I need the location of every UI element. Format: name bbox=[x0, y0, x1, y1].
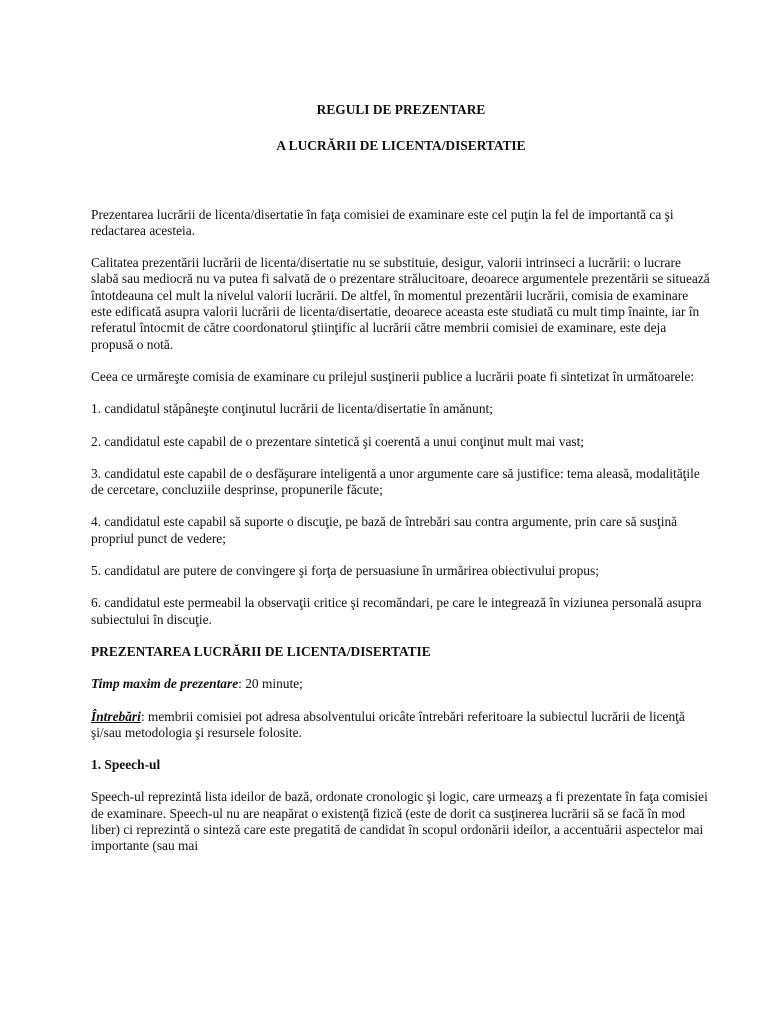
questions-line bbox=[91, 709, 711, 742]
questions-text: : membrii comisiei pot adresa absolventului oricâte întrebări referitoare la subiectul lucrării de licenţă şi/sau metodologia şi resursele folosite. bbox=[91, 708, 685, 740]
criterion-5: 5. candidatul are putere de convingere şi forţa de persuasiune în urmărirea obiectivului propus; bbox=[91, 563, 599, 579]
speech-paragraph: Speech-ul reprezintă lista ideilor de bază, ordonate cronologic şi logic, care urmeazş a fi prezentate în faţa comisiei de examinare. Speech-ul nu are neapărat o existenţă fizică (este de dorit ca susţinerea lucrării să se facă în mod liber) ci reprezintă o sinteză care este pregatită de candidat în scopul ordonării ideilor, a accentuării aspectelor mai importante (sau mai bbox=[91, 789, 708, 854]
criterion-6: 6. candidatul este permeabil la observaţii critice şi recomăndari, pe care le integrează în viziunea personală asupra subiectului în discuţie. bbox=[91, 595, 702, 627]
document-title: REGULI DE PREZENTARE bbox=[316, 102, 486, 117]
criterion-1: 1. candidatul stăpâneşte conţinutul lucrării de licenta/disertatie în amănunt; bbox=[91, 401, 493, 417]
time-value: : 20 minute; bbox=[238, 676, 303, 692]
time-line bbox=[91, 676, 711, 692]
questions-label: Întrebări bbox=[91, 708, 141, 724]
document-subtitle: A LUCRĂRII DE LICENTA/DISERTATIE bbox=[276, 138, 526, 154]
document-page bbox=[91, 0, 711, 855]
paragraph-follows: Ceea ce urmăreşte comisia de examinare cu prilejul susţinerii publice a lucrării poate fi sintetizat în următoarele: bbox=[91, 368, 695, 384]
paragraph-quality: Calitatea prezentării lucrării de licenta/disertatie nu se substituie, desigur, valorii intrinseci a lucrării: o lucrare slabă sau mediocră nu va putea fi salvată de o prezentare strălucitoare, deoarece argumentele prezentării se situează întotdeauna cel mult la nivelul valorii lucrării. De altfel, în momentul prezentării lucrării, comisia de examinare este edificată asupra valorii lucrării de licenta/disertatie, deoarece aceasta este studiată cu mult timp înainte, iar în referatul întocmit de către coordonatorul ştiinţific al lucrării către membrii comisiei de examinare, este deja propusă o notă. bbox=[91, 255, 710, 352]
time-label: Timp maxim de prezentare bbox=[91, 676, 239, 692]
speech-heading: 1. Speech-ul bbox=[91, 757, 161, 773]
criterion-3: 3. candidatul este capabil de o desfăşurare inteligentă a unor argumente care să justifice: tema aleasă, modalităţile de cercetare, concluziile desprinse, propunerile făcute; bbox=[91, 465, 700, 498]
criterion-2: 2. candidatul este capabil de o prezentare sintetică şi coerentă a unui conţinut mult mai vast; bbox=[91, 433, 585, 449]
paragraph-intro: Prezentarea lucrării de licenta/disertatie în faţa comisiei de examinare este cel puţin la fel de importantă ca şi redactarea acesteia. bbox=[91, 206, 674, 238]
section-heading: PREZENTAREA LUCRĂRII DE LICENTA/DISERTATIE bbox=[91, 643, 431, 659]
criterion-4: 4. candidatul este capabil să suporte o discuţie, pe bază de întrebări sau contra argumente, prin care să susţină propriul punct de vedere; bbox=[91, 514, 678, 546]
